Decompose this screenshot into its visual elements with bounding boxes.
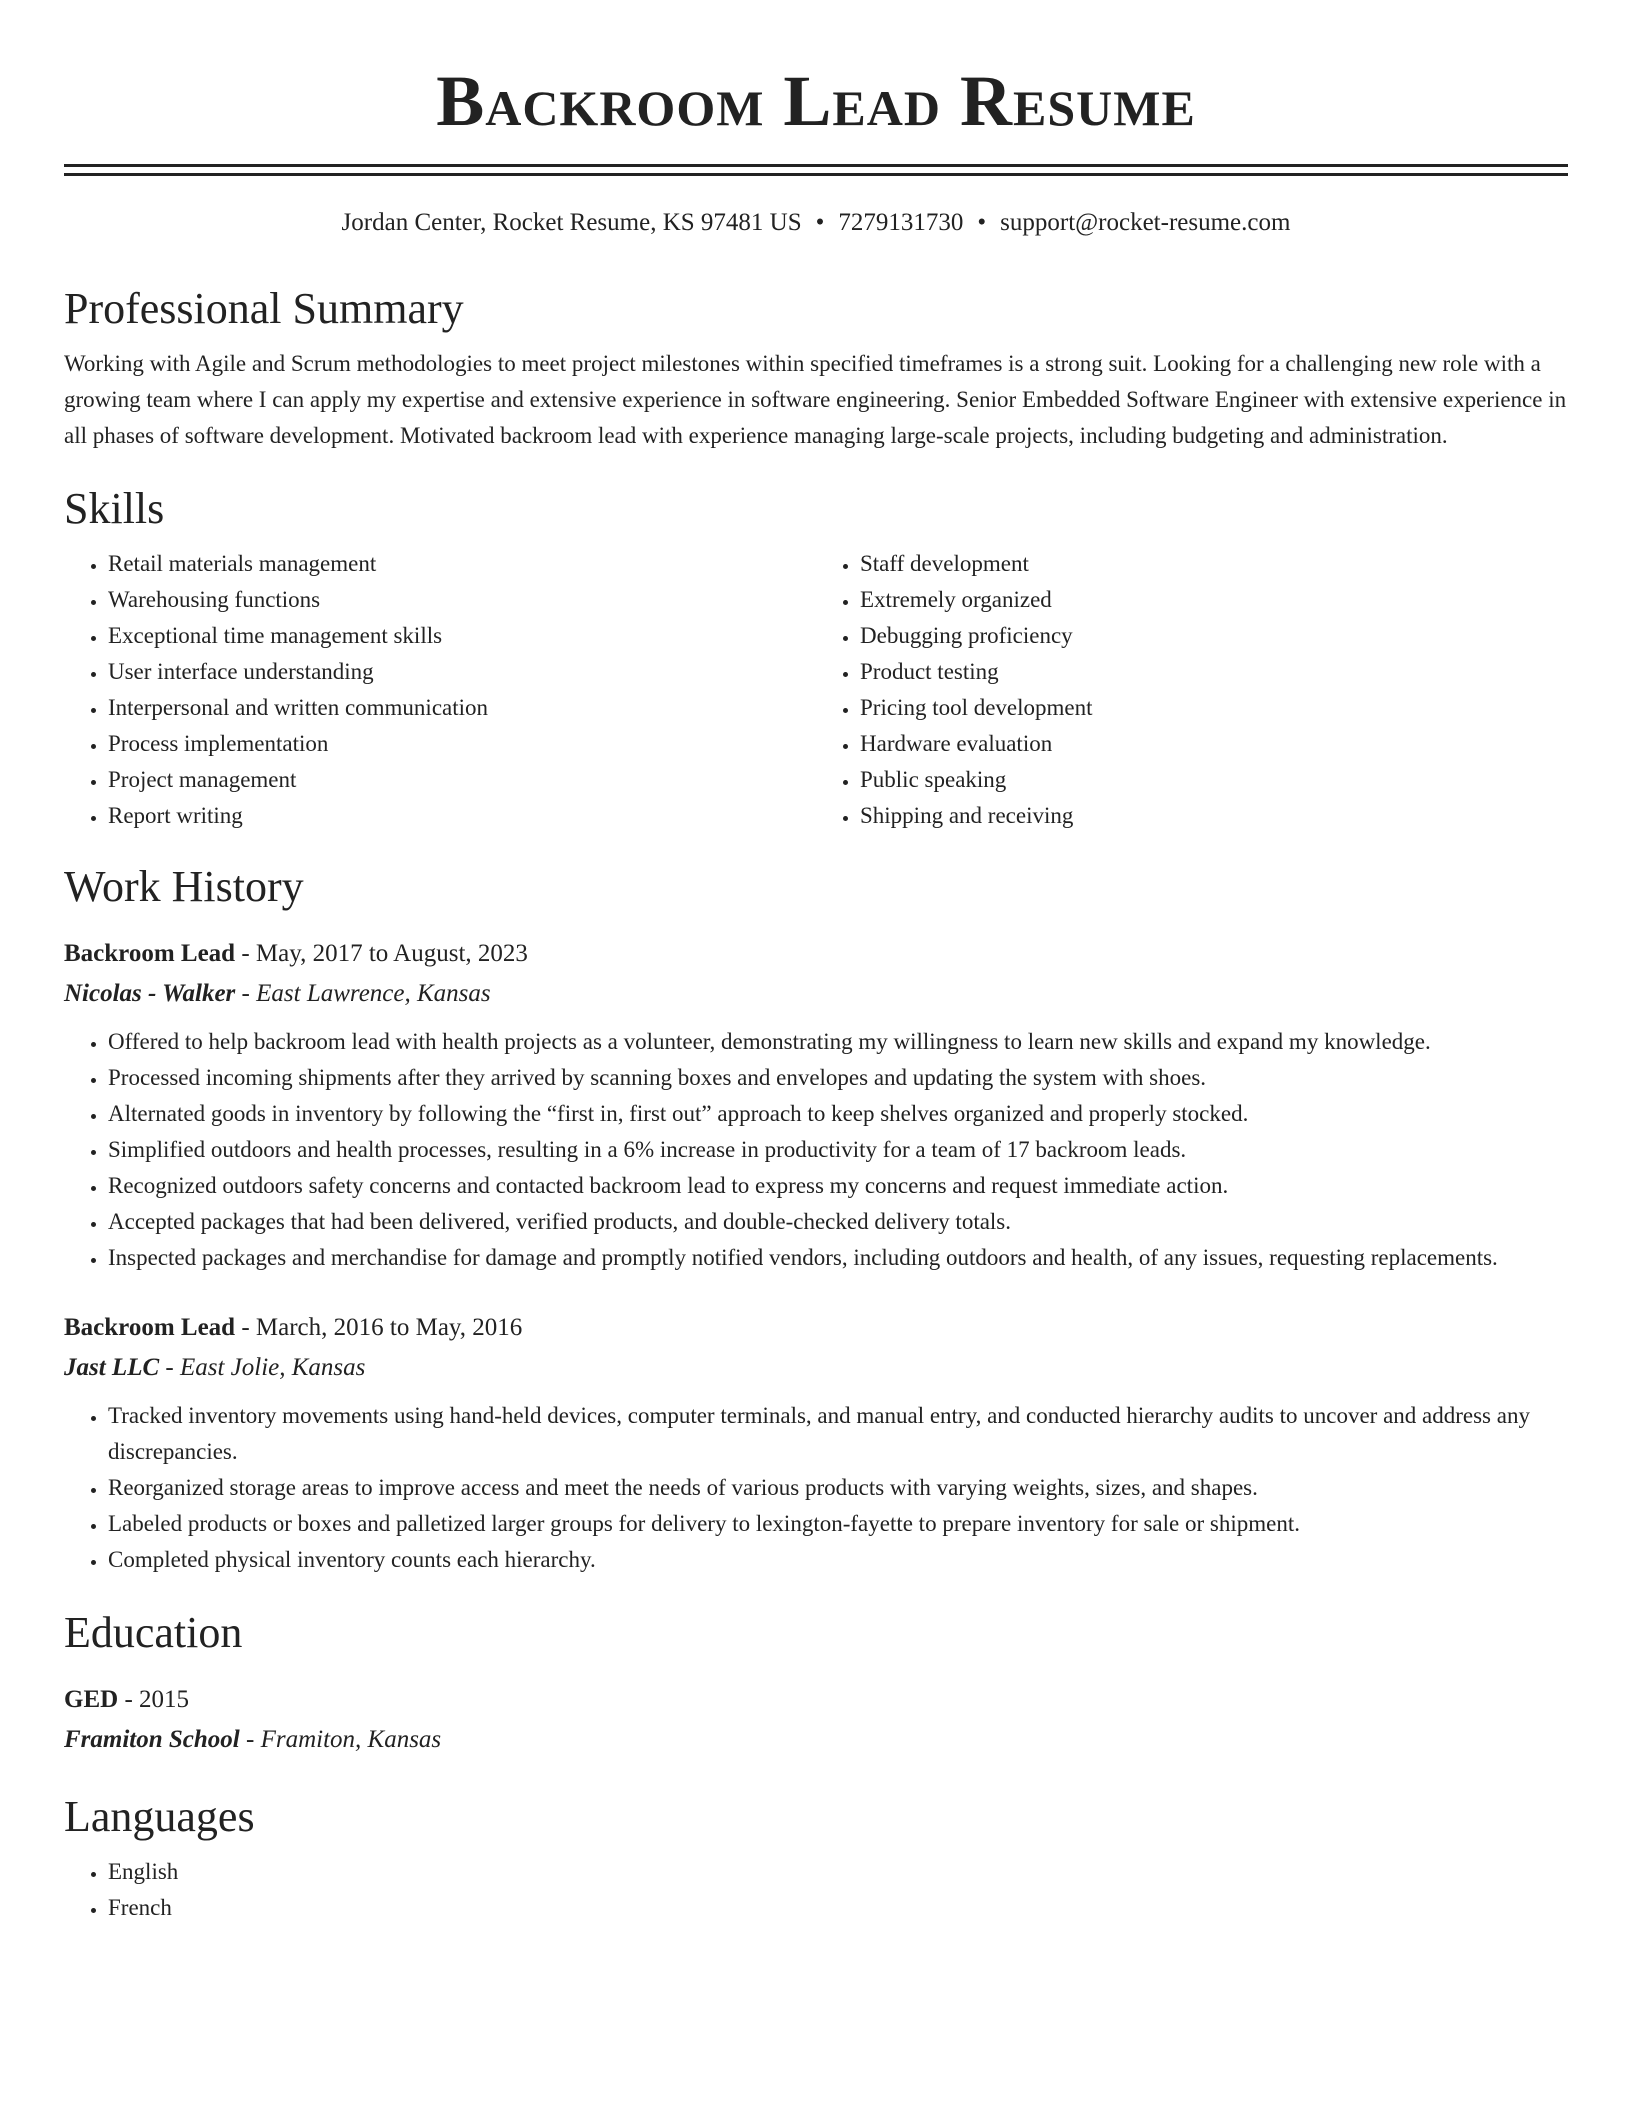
job-bullet: • Completed physical inventory counts each hierarchy. <box>108 1542 1568 1578</box>
contact-separator: • <box>815 209 825 236</box>
summary-section <box>64 282 1568 454</box>
languages-list <box>64 1854 1568 1926</box>
degree-year: - 2015 <box>118 1686 190 1713</box>
school-line <box>64 1720 1568 1760</box>
degree-line <box>64 1680 1568 1720</box>
resume-title: Backroom Lead Resume <box>436 61 1196 141</box>
job-location: - East Jolie, Kansas <box>159 1354 366 1381</box>
summary-heading: Professional Summary <box>64 284 464 333</box>
job-title: Backroom Lead <box>64 940 236 967</box>
skills-list-right <box>816 546 1568 834</box>
education-heading: Education <box>64 1608 243 1657</box>
job-bullet: • Processed incoming shipments after they arrived by scanning boxes and envelopes and updating the system with shoes. <box>108 1060 1568 1096</box>
contact-separator: • <box>977 209 987 236</box>
job-company: Nicolas - Walker <box>64 980 236 1007</box>
language-item: • English <box>108 1854 1568 1890</box>
skills-section <box>64 482 1568 834</box>
skill-item: • Retail materials management <box>108 546 816 582</box>
job-bullet: • Tracked inventory movements using hand-held devices, computer terminals, and manual entry, and conducted hierarchy audits to uncover and address any discrepancies. <box>108 1398 1568 1470</box>
skill-item: • Product testing <box>860 654 1568 690</box>
job-title: Backroom Lead <box>64 1314 236 1341</box>
job-title-line <box>64 1308 1568 1348</box>
school-name: Framiton School <box>64 1726 240 1753</box>
school-location: - Framiton, Kansas <box>239 1726 442 1753</box>
title-divider-bottom <box>64 173 1568 176</box>
skill-item: • Staff development <box>860 546 1568 582</box>
skills-list-left <box>64 546 816 834</box>
job-bullets <box>64 1398 1568 1578</box>
skill-item: • Interpersonal and written communication <box>108 690 816 726</box>
job-entry <box>64 1308 1568 1578</box>
skill-item: • Shipping and receiving <box>860 798 1568 834</box>
education-section <box>64 1606 1568 1760</box>
languages-heading: Languages <box>64 1792 255 1841</box>
title-divider-top <box>64 164 1568 167</box>
skill-item: • Public speaking <box>860 762 1568 798</box>
skill-item: • Warehousing functions <box>108 582 816 618</box>
skills-columns <box>64 546 1568 834</box>
contact-address: Jordan Center, Rocket Resume, KS 97481 US <box>341 209 802 236</box>
job-bullets <box>64 1024 1568 1276</box>
summary-text: Working with Agile and Scrum methodologies to meet project milestones within specified timeframes is a strong suit. Looking for a challenging new role with a growing team where I can apply my expertise and extensive experience in software engineering. Senior Embedded Software Engineer with extensive experience in all phases of software development. Motivated backroom lead with experience managing large-scale projects, including budgeting and administration. <box>64 351 1567 448</box>
skill-item: • Pricing tool development <box>860 690 1568 726</box>
job-company-line <box>64 1348 1568 1388</box>
contact-phone: 7279131730 <box>838 209 964 236</box>
job-dates: - March, 2016 to May, 2016 <box>235 1314 523 1341</box>
education-entry <box>64 1680 1568 1760</box>
job-company: Jast LLC <box>64 1354 160 1381</box>
skill-item: • Process implementation <box>108 726 816 762</box>
languages-section <box>64 1790 1568 1926</box>
skill-item: • Exceptional time management skills <box>108 618 816 654</box>
job-bullet: • Alternated goods in inventory by following the “first in, first out” approach to keep shelves organized and properly stocked. <box>108 1096 1568 1132</box>
job-entry <box>64 934 1568 1276</box>
job-title-line <box>64 934 1568 974</box>
job-bullet: • Recognized outdoors safety concerns and contacted backroom lead to express my concerns and request immediate action. <box>108 1168 1568 1204</box>
work-history-heading: Work History <box>64 862 304 911</box>
skill-item: • Report writing <box>108 798 816 834</box>
skills-heading: Skills <box>64 484 165 533</box>
contact-line <box>64 208 1568 238</box>
job-bullet: • Simplified outdoors and health processes, resulting in a 6% increase in productivity for a team of 17 backroom leads. <box>108 1132 1568 1168</box>
contact-email[interactable]: support@rocket-resume.com <box>1000 209 1291 236</box>
job-bullet: • Labeled products or boxes and palletized larger groups for delivery to lexington-fayette to prepare inventory for sale or shipment. <box>108 1506 1568 1542</box>
skill-item: • Project management <box>108 762 816 798</box>
skill-item: • Hardware evaluation <box>860 726 1568 762</box>
job-location: - East Lawrence, Kansas <box>235 980 491 1007</box>
language-item: • French <box>108 1890 1568 1926</box>
job-bullet: • Reorganized storage areas to improve access and meet the needs of various products with varying weights, sizes, and shapes. <box>108 1470 1568 1506</box>
job-bullet: • Accepted packages that had been delivered, verified products, and double-checked delivery totals. <box>108 1204 1568 1240</box>
skill-item: • Extremely organized <box>860 582 1568 618</box>
skill-item: • Debugging proficiency <box>860 618 1568 654</box>
job-bullet: • Inspected packages and merchandise for damage and promptly notified vendors, including outdoors and health, of any issues, requesting replacements. <box>108 1240 1568 1276</box>
job-company-line <box>64 974 1568 1014</box>
degree: GED <box>64 1686 119 1713</box>
job-bullet: • Offered to help backroom lead with health projects as a volunteer, demonstrating my willingness to learn new skills and expand my knowledge. <box>108 1024 1568 1060</box>
job-dates: - May, 2017 to August, 2023 <box>235 940 528 967</box>
skill-item: • User interface understanding <box>108 654 816 690</box>
work-history-section <box>64 860 1568 1578</box>
